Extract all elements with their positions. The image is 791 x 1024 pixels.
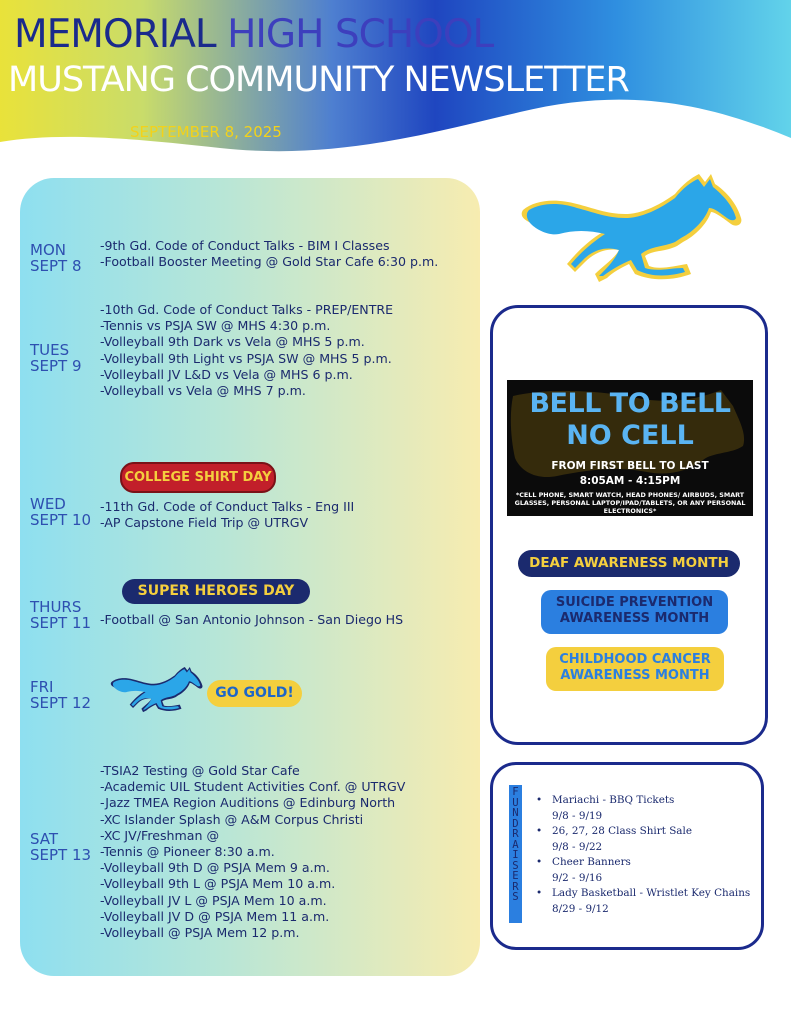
college-shirt-day-badge: COLLEGE SHIRT DAY <box>120 462 276 493</box>
fundraiser-name: Lady Basketball - Wristlet Key Chains <box>552 887 751 899</box>
list-item <box>536 855 758 886</box>
fundraiser-name: 26, 27, 28 Class Shirt Sale <box>552 825 692 837</box>
event-item: -10th Gd. Code of Conduct Talks - PREP/ENTRE <box>100 302 394 317</box>
bell-devices-note: *CELL PHONE, SMART WATCH, HEAD PHONES/ AIRBUDS, SMART GLASSES, PERSONAL LAPTOP/IPAD/TABLETS, OR ANY PERSONAL ELECTRONICS* <box>514 491 746 515</box>
go-gold-badge: GO GOLD! <box>207 680 302 707</box>
fundraiser-name: Cheer Banners <box>552 856 631 868</box>
bullet: • <box>536 825 543 837</box>
event-item: -Volleyball JV D @ PSJA Mem 11 a.m. <box>100 908 330 924</box>
day-label <box>30 496 91 528</box>
bell-to-bell-banner <box>507 380 753 516</box>
mustang-icon <box>108 664 204 716</box>
fundraiser-dates: 9/2 - 9/16 <box>552 871 603 884</box>
badge-line: SUICIDE PREVENTION <box>555 595 714 610</box>
event-item: -Volleyball JV L @ PSJA Mem 10 a.m. <box>100 892 327 908</box>
day-date: SEPT 8 <box>30 257 82 275</box>
day-date: SEPT 13 <box>30 846 92 864</box>
fundraiser-dates: 8/29 - 9/12 <box>552 902 609 915</box>
list-item <box>536 793 758 824</box>
weekday: THURS <box>30 598 82 616</box>
event-item: -Volleyball JV L&D vs Vela @ MHS 6 p.m. <box>100 366 353 382</box>
event-item: -Academic UIL Student Activities Conf. @ UTRGV <box>100 779 406 795</box>
list-item <box>536 824 758 855</box>
event-item: -AP Capstone Field Trip @ UTRGV <box>100 515 309 531</box>
suicide-prevention-badge <box>541 590 728 634</box>
event-item: -11th Gd. Code of Conduct Talks - Eng III <box>100 499 355 514</box>
event-item: -9th Gd. Code of Conduct Talks - BIM I Classes <box>100 238 390 253</box>
deaf-awareness-badge: DEAF AWARENESS MONTH <box>518 550 740 577</box>
event-item: -Tennis @ Pioneer 8:30 a.m. <box>100 844 275 860</box>
badge-line: AWARENESS MONTH <box>559 611 710 626</box>
fundraisers-label: F U N D R A I S E R S <box>512 786 519 903</box>
badge-line: AWARENESS MONTH <box>560 668 710 683</box>
newsletter-date: SEPTEMBER 8, 2025 <box>130 123 282 141</box>
fundraiser-dates: 9/8 - 9/19 <box>552 809 603 822</box>
mustang-logo-icon <box>515 170 745 288</box>
event-item: -Jazz TMEA Region Auditions @ Edinburg North <box>100 795 396 811</box>
event-item: -Volleyball 9th D @ PSJA Mem 9 a.m. <box>100 860 330 876</box>
day-label <box>30 599 91 631</box>
day-label <box>30 679 91 711</box>
day-date: SEPT 12 <box>30 694 92 712</box>
bell-title-line2: NO CELL <box>566 420 694 451</box>
bullet: • <box>536 856 543 868</box>
event-item: -TSIA2 Testing @ Gold Star Cafe <box>100 763 300 778</box>
event-list <box>100 238 438 270</box>
event-item: -Football Booster Meeting @ Gold Star Cafe 6:30 p.m. <box>100 254 439 270</box>
event-list <box>100 302 393 399</box>
bullet: • <box>536 794 543 806</box>
event-item: -Volleyball 9th Light vs PSJA SW @ MHS 5 p.m. <box>100 350 392 366</box>
event-item: -XC Islander Splash @ A&M Corpus Christi <box>100 811 364 827</box>
day-label <box>30 831 91 863</box>
event-list <box>100 612 403 628</box>
event-item: -Volleyball 9th L @ PSJA Mem 10 a.m. <box>100 876 336 892</box>
fundraiser-dates: 9/8 - 9/22 <box>552 840 603 853</box>
day-label <box>30 342 82 374</box>
day-date: SEPT 11 <box>30 614 92 632</box>
day-date: SEPT 9 <box>30 357 82 375</box>
weekday: MON <box>30 241 66 259</box>
day-label <box>30 242 82 274</box>
childhood-cancer-badge <box>546 647 724 691</box>
weekday: FRI <box>30 678 54 696</box>
event-item: -Volleyball vs Vela @ MHS 7 p.m. <box>100 383 306 399</box>
event-list <box>100 499 354 531</box>
weekday: WED <box>30 495 66 513</box>
school-name <box>14 12 493 57</box>
badge-line: CHILDHOOD CANCER <box>559 652 711 667</box>
fundraisers-list <box>536 793 758 917</box>
bell-subtitle: FROM FIRST BELL TO LAST <box>551 460 709 472</box>
newsletter-title: MUSTANG COMMUNITY NEWSLETTER <box>8 60 629 100</box>
event-item: -Volleyball @ PSJA Mem 12 p.m. <box>100 925 300 941</box>
event-item: -XC JV/Freshman @ <box>100 827 220 843</box>
event-item: -Tennis vs PSJA SW @ MHS 4:30 p.m. <box>100 318 331 334</box>
day-date: SEPT 10 <box>30 511 92 529</box>
list-item <box>536 886 758 917</box>
bullet: • <box>536 887 543 899</box>
school-name-b: HIGH SCHOOL <box>227 12 494 57</box>
fundraisers-label-strip <box>509 785 522 923</box>
school-name-a: MEMORIAL <box>14 12 216 57</box>
weekday: TUES <box>30 341 70 359</box>
fundraiser-name: Mariachi - BBQ Tickets <box>552 794 675 806</box>
bell-title-line1: BELL TO BELL <box>529 388 731 419</box>
super-heroes-day-badge: SUPER HEROES DAY <box>122 579 310 604</box>
event-list <box>100 763 405 941</box>
weekday: SAT <box>30 830 59 848</box>
event-item: -Volleyball 9th Dark vs Vela @ MHS 5 p.m. <box>100 334 365 350</box>
bell-hours: 8:05AM - 4:15PM <box>579 475 681 487</box>
event-item: -Football @ San Antonio Johnson - San Diego HS <box>100 612 404 627</box>
